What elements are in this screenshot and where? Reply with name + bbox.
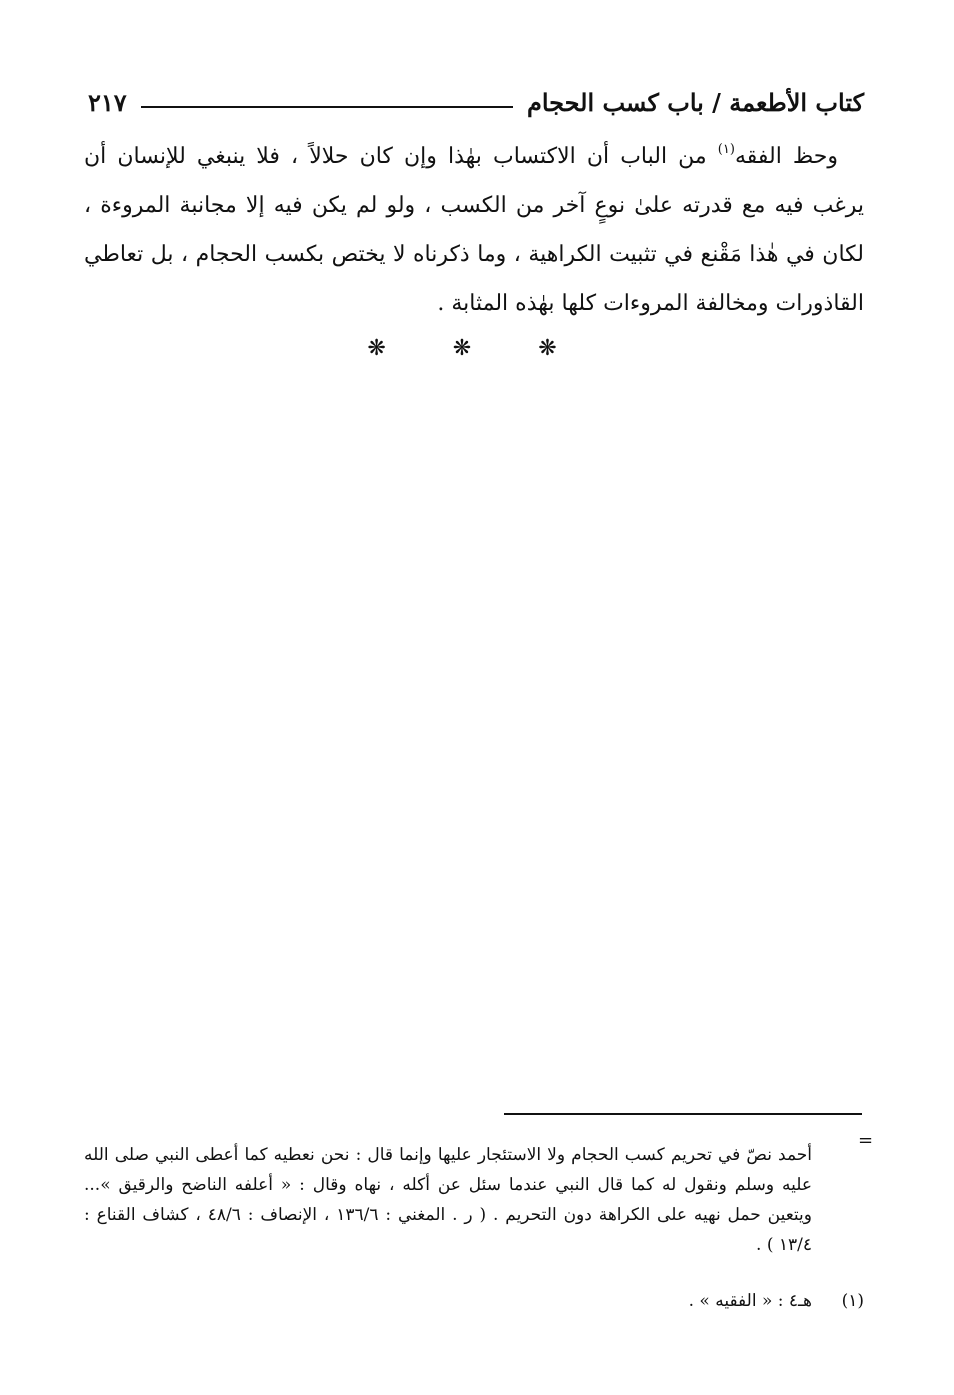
page-number: ٢١٧ xyxy=(88,87,127,117)
footnote-continued-text: أحمد نصّ في تحريم كسب الحجام ولا الاستئجار عليها وإنما قال : نحن نعطيه كما أعطى النبي صلى الله عليه وسلم ونقول له كما قال النبي عندما سئل عن أكله ، نهاه وقال : « أعلفه الناضح والرقيق »... ويتعين حمل نهيه على الكراهة دون التحريم . ( ر . المغني : ١٣٦/٦ ، الإنصاف : ٤٨/٦ ، كشاف القناع : ١٣/٤ ) . xyxy=(84,1145,812,1255)
paragraph xyxy=(84,132,864,328)
running-header xyxy=(88,84,864,120)
header-rule xyxy=(141,106,513,108)
section-separator: ❋ ❋ ❋ xyxy=(367,336,587,361)
chapter-title: كتاب الأطعمة / باب كسب الحجام xyxy=(526,87,864,117)
footnote-1 xyxy=(84,1286,864,1316)
main-text xyxy=(84,132,864,328)
footnote-ref[interactable]: (١) xyxy=(717,142,735,157)
paragraph-start: وحظ الفقه xyxy=(734,144,838,169)
footnote-1-number: (١) xyxy=(841,1291,864,1311)
footnote-continued xyxy=(84,1140,812,1260)
footnote-rule xyxy=(504,1113,862,1115)
paragraph-rest: من الباب أن الاكتساب بهٰذا وإن كان حلالاً ، فلا ينبغي للإنسان أن يرغب فيه مع قدرته علىٰ نوعٍ آخر من الكسب ، ولو لم يكن فيه إلا مجانبة المروءة ، لكان في هٰذا مَقْنع في تثبيت الكراهية ، وما ذكرناه لا يختص بكسب الحجام ، بل تعاطي القاذورات ومخالفة المروءات كلها بهٰذه المثابة . xyxy=(84,144,864,316)
footnote-continuation-mark: = xyxy=(858,1130,874,1151)
footnote-1-text: هـ٤ : « الفقيه » . xyxy=(688,1291,812,1311)
